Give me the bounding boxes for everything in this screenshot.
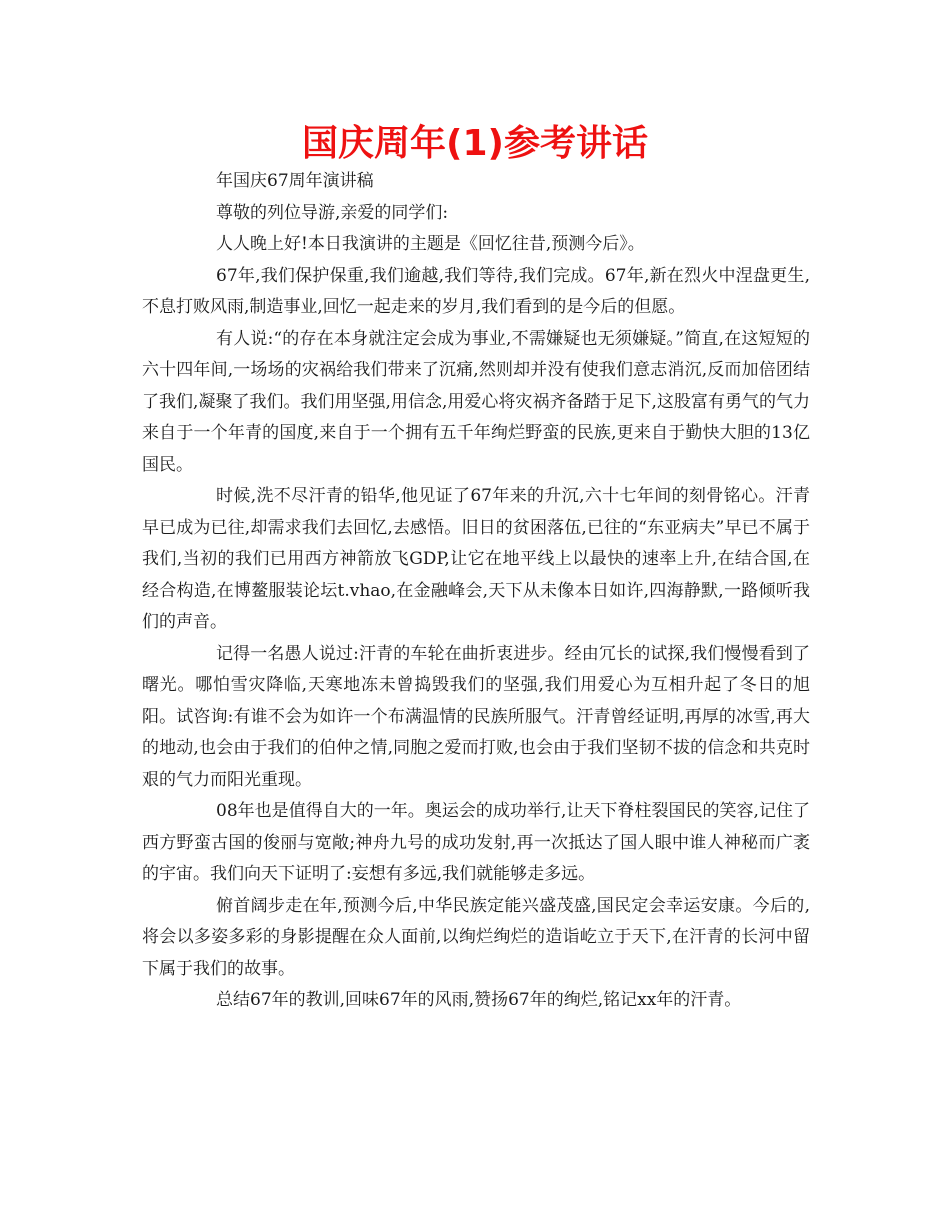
paragraph: 08年也是值得自大的一年。奥运会的成功举行,让天下脊柱裂国民的笑容,记住了西方野蛮古国的俊丽与宽敞;神舟九号的成功发射,再一次抵达了国人眼中谁人神秘而广袤的宇宙。我们向天下证明了:妄想有多远,我们就能够走多远。 — [142, 801, 810, 884]
paragraph: 67年,我们保护保重,我们逾越,我们等待,我们完成。67年,新在烈火中涅盘更生,不息打败风雨,制造事业,回忆一起走来的岁月,我们看到的是今后的但愿。 — [142, 265, 810, 317]
paragraph: 总结67年的教训,回味67年的风雨,赞扬67年的绚烂,铭记xx年的汗青。 — [216, 990, 742, 1010]
paragraph: 有人说:“的存在本身就注定会成为事业,不需嫌疑也无须嫌疑。”简直,在这短短的六十四年间,一场场的灾祸给我们带来了沉痛,然则却并没有使我们意志消沉,反而加倍团结了我们,凝聚了我们。我们用坚强,用信念,用爱心将灾祸齐备踏于足下,这股富有勇气的气力来自于一个年青的国度,来自于一个拥有五千年绚烂野蛮的民族,更来自于勤快大胆的13亿国民。 — [142, 328, 810, 475]
document-title: 国庆周年(1)参考讲话 — [302, 123, 648, 164]
paragraph: 时候,洗不尽汗青的铅华,他见证了67年来的升沉,六十七年间的刻骨铭心。汗青早已成为已往,却需求我们去回忆,去感悟。旧日的贫困落伍,已往的“东亚病夫”早已不属于我们,当初的我们已用西方神箭放飞GDP,让它在地平线上以最快的速率上升,在结合国,在经合构造,在博鳌服装论坛t.vhao,在金融峰会,天下从未像本日如许,四海静默,一路倾听我们的声音。 — [142, 486, 810, 632]
paragraph: 人人晚上好!本日我演讲的主题是《回忆往昔,预测今后》。 — [216, 234, 645, 254]
paragraph: 年国庆67周年演讲稿 — [216, 171, 374, 191]
paragraph: 俯首阔步走在年,预测今后,中华民族定能兴盛茂盛,国民定会幸运安康。今后的,将会以多姿多彩的身影提醒在众人面前,以绚烂绚烂的造诣屹立于天下,在汗青的长河中留下属于我们的故事。 — [142, 895, 810, 979]
document-body — [142, 166, 810, 1017]
paragraph: 尊敬的列位导游,亲爱的同学们: — [216, 202, 449, 223]
paragraph: 记得一名愚人说过:汗青的车轮在曲折衷进步。经由冗长的试探,我们慢慢看到了曙光。哪怕雪灾降临,天寒地冻未曾捣毁我们的坚强,我们用爱心为互相升起了冬日的旭阳。试咨询:有谁不会为如许一个布满温情的民族所服气。汗青曾经证明,再厚的冰雪,再大的地动,也会由于我们的伯仲之情,同胞之爱而打败,也会由于我们坚韧不拔的信念和共克时艰的气力而阳光重现。 — [142, 643, 810, 790]
